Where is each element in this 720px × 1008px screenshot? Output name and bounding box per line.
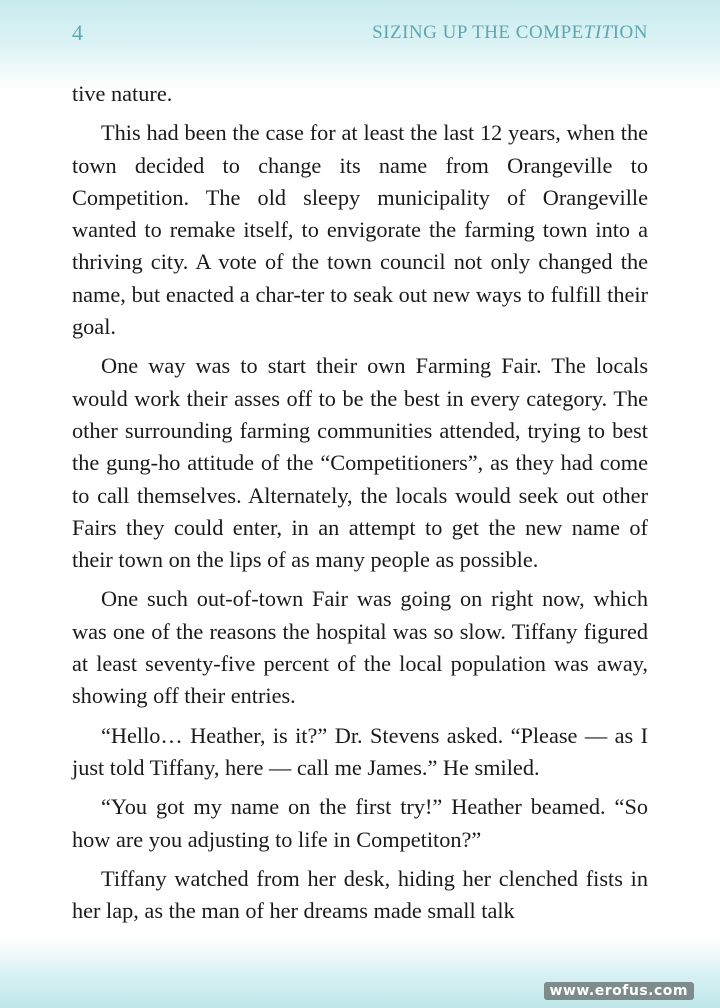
watermark: www.erofus.com: [544, 982, 694, 1000]
paragraph: One way was to start their own Farming Fair. The locals would work their asses off to be the best in every category. The other surrounding farming communities attended, trying to best the gung-ho attitude of the “Competitioners”, as they had come to call themselves. Alternately, the locals would seek out other Fairs they could enter, in an attempt to get the new name of their town on the lips of as many people as possible.: [72, 353, 648, 573]
running-head-prefix: SIZING UP THE COMPE: [372, 22, 584, 43]
running-head-suffix: ION: [612, 22, 648, 43]
page-number: 4: [72, 20, 84, 45]
body-text: [72, 78, 648, 934]
paragraph: “You got my name on the first try!” Heather beamed. “So how are you adjusting to life in Competiton?”: [72, 794, 648, 852]
header-band: [0, 0, 720, 90]
paragraph: One such out-of-town Fair was going on right now, which was one of the reasons the hospital was so slow. Tiffany figured at least seventy-five percent of the local population was away, showing off their entries.: [72, 586, 648, 709]
running-head-italic: TIT: [583, 22, 613, 43]
paragraph: “Hello… Heather, is it?” Dr. Stevens asked. “Please — as I just told Tiffany, here — call me James.” He smiled.: [72, 722, 648, 780]
running-head: [372, 22, 648, 44]
paragraph: Tiffany watched from her desk, hiding her clenched fists in her lap, as the man of her dreams made small talk: [72, 865, 648, 924]
paragraph: tive nature.: [72, 81, 173, 106]
paragraph: This had been the case for at least the last 12 years, when the town decided to change its name from Orangeville to Competition. The old sleepy municipality of Orangeville wanted to remake itself, to envigorate the farming town into a thriving city. A vote of the town council not only changed the name, but enacted a char-ter to seak out new ways to fulfill their goal.: [72, 120, 648, 340]
